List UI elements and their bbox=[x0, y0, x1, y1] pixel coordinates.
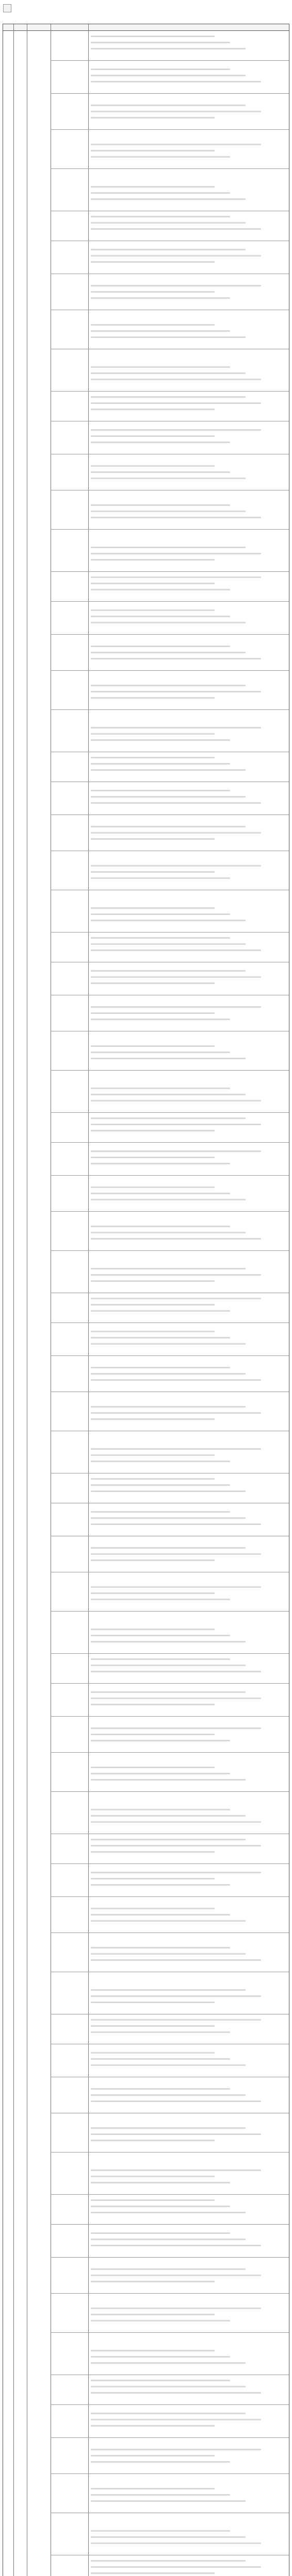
description-text-placeholder bbox=[91, 1100, 261, 1101]
description-text-placeholder bbox=[91, 2536, 246, 2538]
table-row-divider bbox=[51, 129, 289, 130]
table-row-divider bbox=[51, 2437, 289, 2438]
classification-table bbox=[3, 24, 289, 2576]
description-text-placeholder bbox=[91, 1163, 230, 1164]
description-text-placeholder bbox=[91, 757, 215, 758]
description-text-placeholder bbox=[91, 2025, 215, 2027]
description-text-placeholder bbox=[91, 192, 230, 194]
table-row-divider bbox=[51, 932, 289, 933]
description-text-placeholder bbox=[91, 658, 261, 659]
description-text-placeholder bbox=[91, 1592, 215, 1594]
description-text-placeholder bbox=[91, 2314, 215, 2315]
table-row-divider bbox=[51, 168, 289, 169]
table-row-divider bbox=[51, 2332, 289, 2333]
description-text-placeholder bbox=[91, 1821, 261, 1823]
description-text-placeholder bbox=[91, 465, 215, 467]
description-text-placeholder bbox=[91, 1839, 246, 1840]
description-text-placeholder bbox=[91, 442, 230, 443]
description-text-placeholder bbox=[91, 1671, 261, 1672]
description-text-placeholder bbox=[91, 2488, 215, 2489]
description-text-placeholder bbox=[91, 285, 261, 286]
description-text-placeholder bbox=[91, 2100, 261, 2102]
description-text-placeholder bbox=[91, 838, 215, 840]
description-text-placeholder bbox=[91, 2419, 261, 2420]
description-text-placeholder bbox=[91, 1379, 261, 1381]
description-text-placeholder bbox=[91, 261, 215, 263]
description-text-placeholder bbox=[91, 1586, 261, 1588]
description-text-placeholder bbox=[91, 2176, 215, 2177]
table-row-divider bbox=[51, 2152, 289, 2153]
description-text-placeholder bbox=[91, 1914, 230, 1916]
description-text-placeholder bbox=[91, 1665, 246, 1666]
description-text-placeholder bbox=[91, 1454, 215, 1456]
description-text-placeholder bbox=[91, 330, 230, 332]
description-text-placeholder bbox=[91, 1088, 230, 1089]
description-text-placeholder bbox=[91, 1418, 215, 1420]
table-row-divider bbox=[51, 1791, 289, 1792]
description-text-placeholder bbox=[91, 1511, 230, 1513]
table-row-divider bbox=[51, 2257, 289, 2258]
description-text-placeholder bbox=[91, 1845, 261, 1846]
table-row-divider bbox=[51, 1716, 289, 1717]
description-text-placeholder bbox=[91, 2140, 215, 2141]
table-row-divider bbox=[51, 2293, 289, 2294]
description-text-placeholder bbox=[91, 2170, 261, 2171]
description-text-placeholder bbox=[91, 1006, 261, 1008]
description-text-placeholder bbox=[91, 832, 261, 834]
description-text-placeholder bbox=[91, 2500, 246, 2502]
description-text-placeholder bbox=[91, 471, 230, 473]
description-text-placeholder bbox=[91, 511, 246, 512]
description-text-placeholder bbox=[91, 222, 246, 224]
description-text-placeholder bbox=[91, 1373, 246, 1375]
description-text-placeholder bbox=[91, 609, 215, 611]
description-text-placeholder bbox=[91, 1331, 215, 1332]
table-row-divider bbox=[51, 1355, 289, 1356]
description-text-placeholder bbox=[91, 577, 261, 578]
description-text-placeholder bbox=[91, 2350, 215, 2351]
description-text-placeholder bbox=[91, 2449, 261, 2450]
description-text-placeholder bbox=[91, 1851, 215, 1853]
description-text-placeholder bbox=[91, 1406, 246, 1408]
description-text-placeholder bbox=[91, 2461, 230, 2463]
table-row-divider bbox=[51, 1112, 289, 1113]
description-text-placeholder bbox=[91, 622, 246, 623]
column-divider-4 bbox=[88, 24, 89, 2576]
description-text-placeholder bbox=[91, 559, 215, 561]
description-text-placeholder bbox=[91, 1878, 215, 1879]
description-text-placeholder bbox=[91, 796, 246, 798]
description-text-placeholder bbox=[91, 1343, 246, 1345]
description-text-placeholder bbox=[91, 1908, 215, 1909]
description-text-placeholder bbox=[91, 2127, 246, 2129]
description-text-placeholder bbox=[91, 1809, 230, 1810]
document-title bbox=[0, 6, 292, 19]
description-text-placeholder bbox=[91, 379, 261, 380]
description-text-placeholder bbox=[91, 733, 215, 735]
description-text-placeholder bbox=[91, 1553, 261, 1555]
description-text-placeholder bbox=[91, 517, 261, 518]
description-text-placeholder bbox=[91, 1523, 261, 1525]
description-text-placeholder bbox=[91, 2560, 246, 2562]
table-row-divider bbox=[51, 1896, 289, 1897]
table-header-row bbox=[3, 24, 289, 31]
description-text-placeholder bbox=[91, 826, 246, 827]
description-text-placeholder bbox=[91, 105, 246, 106]
description-text-placeholder bbox=[91, 739, 230, 741]
table-row-divider bbox=[51, 1863, 289, 1864]
description-text-placeholder bbox=[91, 2413, 246, 2414]
description-text-placeholder bbox=[91, 2182, 230, 2183]
description-text-placeholder bbox=[91, 1773, 230, 1774]
description-text-placeholder bbox=[91, 877, 230, 879]
description-text-placeholder bbox=[91, 871, 215, 873]
description-text-placeholder bbox=[91, 156, 230, 158]
description-text-placeholder bbox=[91, 1130, 215, 1131]
description-text-placeholder bbox=[91, 2494, 230, 2496]
description-text-placeholder bbox=[91, 1298, 261, 1299]
description-text-placeholder bbox=[91, 396, 246, 398]
description-text-placeholder bbox=[91, 1547, 246, 1549]
table-row-divider bbox=[51, 1211, 289, 1212]
table-row-divider bbox=[51, 2194, 289, 2195]
description-text-placeholder bbox=[91, 1280, 215, 1282]
description-text-placeholder bbox=[91, 1989, 246, 1991]
description-text-placeholder bbox=[91, 2058, 230, 2060]
description-text-placeholder bbox=[91, 1150, 261, 1152]
description-text-placeholder bbox=[91, 2281, 215, 2282]
description-text-placeholder bbox=[91, 198, 246, 200]
description-text-placeholder bbox=[91, 685, 246, 686]
description-text-placeholder bbox=[91, 547, 246, 548]
description-text-placeholder bbox=[91, 504, 230, 506]
description-text-placeholder bbox=[91, 1412, 261, 1414]
description-text-placeholder bbox=[91, 2245, 261, 2246]
description-text-placeholder bbox=[91, 1734, 215, 1735]
description-text-placeholder bbox=[91, 216, 230, 217]
description-text-placeholder bbox=[91, 763, 230, 765]
description-text-placeholder bbox=[91, 1959, 261, 1961]
description-text-placeholder bbox=[91, 1953, 246, 1955]
description-text-placeholder bbox=[91, 2308, 261, 2309]
description-text-placeholder bbox=[91, 1310, 230, 1312]
description-text-placeholder bbox=[91, 937, 230, 939]
description-text-placeholder bbox=[91, 943, 246, 945]
description-text-placeholder bbox=[91, 589, 230, 590]
table-row-divider bbox=[51, 1070, 289, 1071]
description-text-placeholder bbox=[91, 950, 261, 951]
table-row-divider bbox=[51, 2224, 289, 2225]
description-text-placeholder bbox=[91, 1872, 261, 1873]
description-text-placeholder bbox=[91, 1767, 215, 1768]
description-text-placeholder bbox=[91, 324, 215, 326]
description-text-placeholder bbox=[91, 1698, 261, 1699]
description-text-placeholder bbox=[91, 297, 230, 299]
description-text-placeholder bbox=[91, 48, 246, 49]
description-text-placeholder bbox=[91, 1232, 246, 1233]
table-row-divider bbox=[51, 60, 289, 61]
description-text-placeholder bbox=[91, 366, 230, 368]
description-text-placeholder bbox=[91, 769, 246, 771]
table-row-divider bbox=[51, 1653, 289, 1654]
description-text-placeholder bbox=[91, 144, 261, 145]
description-text-placeholder bbox=[91, 1658, 230, 1660]
description-text-placeholder bbox=[91, 1599, 230, 1600]
description-text-placeholder bbox=[91, 1635, 230, 1636]
description-text-placeholder bbox=[91, 2052, 215, 2054]
table-row-divider bbox=[51, 1683, 289, 1684]
table-row-divider bbox=[51, 2404, 289, 2405]
description-text-placeholder bbox=[91, 982, 215, 984]
description-text-placeholder bbox=[91, 1517, 246, 1519]
description-text-placeholder bbox=[91, 291, 215, 293]
description-text-placeholder bbox=[91, 69, 230, 70]
table-row-divider bbox=[51, 670, 289, 671]
description-text-placeholder bbox=[91, 372, 246, 374]
description-text-placeholder bbox=[91, 646, 230, 647]
description-text-placeholder bbox=[91, 1274, 261, 1276]
description-text-placeholder bbox=[91, 150, 215, 151]
description-text-placeholder bbox=[91, 652, 246, 653]
table-row-divider bbox=[51, 571, 289, 572]
description-text-placeholder bbox=[91, 2232, 230, 2234]
description-text-placeholder bbox=[91, 970, 246, 972]
description-text-placeholder bbox=[91, 2543, 261, 2544]
description-text-placeholder bbox=[91, 81, 261, 82]
description-text-placeholder bbox=[91, 2206, 230, 2207]
description-text-placeholder bbox=[91, 255, 261, 257]
description-text-placeholder bbox=[91, 727, 261, 728]
description-text-placeholder bbox=[91, 1052, 230, 1053]
table-row-divider bbox=[51, 601, 289, 602]
description-text-placeholder bbox=[91, 697, 215, 699]
description-text-placeholder bbox=[91, 36, 215, 37]
description-text-placeholder bbox=[91, 1484, 230, 1486]
description-text-placeholder bbox=[91, 1461, 230, 1462]
description-text-placeholder bbox=[91, 2019, 261, 2021]
description-text-placeholder bbox=[91, 1058, 246, 1059]
description-text-placeholder bbox=[91, 42, 230, 43]
table-row-divider bbox=[51, 1175, 289, 1176]
description-text-placeholder bbox=[91, 336, 246, 338]
table-row-divider bbox=[51, 709, 289, 710]
description-text-placeholder bbox=[91, 920, 246, 921]
description-text-placeholder bbox=[91, 75, 246, 76]
description-text-placeholder bbox=[91, 249, 246, 250]
description-text-placeholder bbox=[91, 1740, 230, 1741]
description-text-placeholder bbox=[91, 802, 261, 804]
table-row-divider bbox=[51, 1752, 289, 1753]
description-text-placeholder bbox=[91, 2455, 215, 2456]
description-text-placeholder bbox=[91, 691, 261, 692]
description-text-placeholder bbox=[91, 616, 230, 617]
description-text-placeholder bbox=[91, 1920, 246, 1922]
description-text-placeholder bbox=[91, 2133, 261, 2135]
description-text-placeholder bbox=[91, 478, 246, 479]
description-text-placeholder bbox=[91, 1193, 230, 1194]
description-text-placeholder bbox=[91, 913, 230, 915]
description-text-placeholder bbox=[91, 1304, 215, 1306]
description-text-placeholder bbox=[91, 1704, 215, 1705]
description-text-placeholder bbox=[91, 790, 230, 791]
description-text-placeholder bbox=[91, 553, 261, 554]
description-text-placeholder bbox=[91, 429, 261, 431]
description-text-placeholder bbox=[91, 1947, 230, 1948]
description-text-placeholder bbox=[91, 1226, 230, 1227]
table-row-divider bbox=[51, 634, 289, 635]
description-text-placeholder bbox=[91, 1045, 215, 1047]
description-text-placeholder bbox=[91, 117, 215, 118]
description-text-placeholder bbox=[91, 1641, 246, 1642]
description-text-placeholder bbox=[91, 1157, 215, 1158]
description-text-placeholder bbox=[91, 2212, 246, 2213]
description-text-placeholder bbox=[91, 2320, 230, 2321]
description-text-placeholder bbox=[91, 2031, 230, 2033]
description-text-placeholder bbox=[91, 2425, 215, 2427]
description-text-placeholder bbox=[91, 1560, 215, 1561]
description-text-placeholder bbox=[91, 2572, 215, 2574]
description-text-placeholder bbox=[91, 2275, 261, 2276]
description-text-placeholder bbox=[91, 1199, 246, 1200]
description-text-placeholder bbox=[91, 2064, 246, 2066]
description-text-placeholder bbox=[91, 2239, 246, 2240]
description-text-placeholder bbox=[91, 2199, 215, 2201]
description-text-placeholder bbox=[91, 2380, 230, 2381]
description-text-placeholder bbox=[91, 1268, 246, 1269]
description-text-placeholder bbox=[91, 907, 215, 909]
description-text-placeholder bbox=[91, 402, 261, 404]
description-text-placeholder bbox=[91, 409, 215, 410]
description-text-placeholder bbox=[91, 1478, 215, 1480]
description-text-placeholder bbox=[91, 1117, 246, 1119]
description-text-placeholder bbox=[91, 2088, 230, 2090]
table-row-divider bbox=[51, 1250, 289, 1251]
description-text-placeholder bbox=[91, 435, 215, 437]
table-row-divider bbox=[51, 93, 289, 94]
description-text-placeholder bbox=[91, 976, 261, 978]
description-text-placeholder bbox=[91, 1815, 246, 1817]
description-text-placeholder bbox=[91, 186, 215, 188]
description-text-placeholder bbox=[91, 1691, 246, 1693]
description-text-placeholder bbox=[91, 2002, 215, 2003]
table-row-divider bbox=[51, 1611, 289, 1612]
description-text-placeholder bbox=[91, 1124, 261, 1125]
description-text-placeholder bbox=[91, 1448, 261, 1450]
description-text-placeholder bbox=[91, 1727, 261, 1729]
description-text-placeholder bbox=[91, 2530, 230, 2532]
description-text-placeholder bbox=[91, 1367, 230, 1368]
description-text-placeholder bbox=[91, 865, 261, 867]
description-text-placeholder bbox=[91, 1779, 246, 1781]
description-text-placeholder bbox=[91, 228, 261, 230]
description-text-placeholder bbox=[91, 111, 261, 112]
description-text-placeholder bbox=[91, 2362, 246, 2364]
description-text-placeholder bbox=[91, 1337, 230, 1338]
description-text-placeholder bbox=[91, 2268, 246, 2270]
table-row-divider bbox=[51, 1142, 289, 1143]
table-row-divider bbox=[51, 2473, 289, 2474]
table-row-divider bbox=[51, 391, 289, 392]
description-text-placeholder bbox=[91, 1884, 230, 1886]
description-text-placeholder bbox=[91, 2566, 261, 2568]
description-text-placeholder bbox=[91, 1995, 261, 1997]
description-text-placeholder bbox=[91, 1019, 230, 1020]
description-text-placeholder bbox=[91, 1238, 261, 1240]
table-row-divider bbox=[51, 529, 289, 530]
description-text-placeholder bbox=[91, 2356, 230, 2358]
description-text-placeholder bbox=[91, 1012, 215, 1014]
description-text-placeholder bbox=[91, 1629, 215, 1630]
column-divider-1 bbox=[13, 24, 14, 2576]
description-text-placeholder bbox=[91, 2094, 246, 2096]
description-text-placeholder bbox=[91, 583, 215, 584]
description-text-placeholder bbox=[91, 1094, 246, 1095]
description-text-placeholder bbox=[91, 2386, 246, 2387]
description-text-placeholder bbox=[91, 1187, 215, 1188]
description-text-placeholder bbox=[91, 1490, 246, 1492]
description-text-placeholder bbox=[91, 2392, 261, 2394]
